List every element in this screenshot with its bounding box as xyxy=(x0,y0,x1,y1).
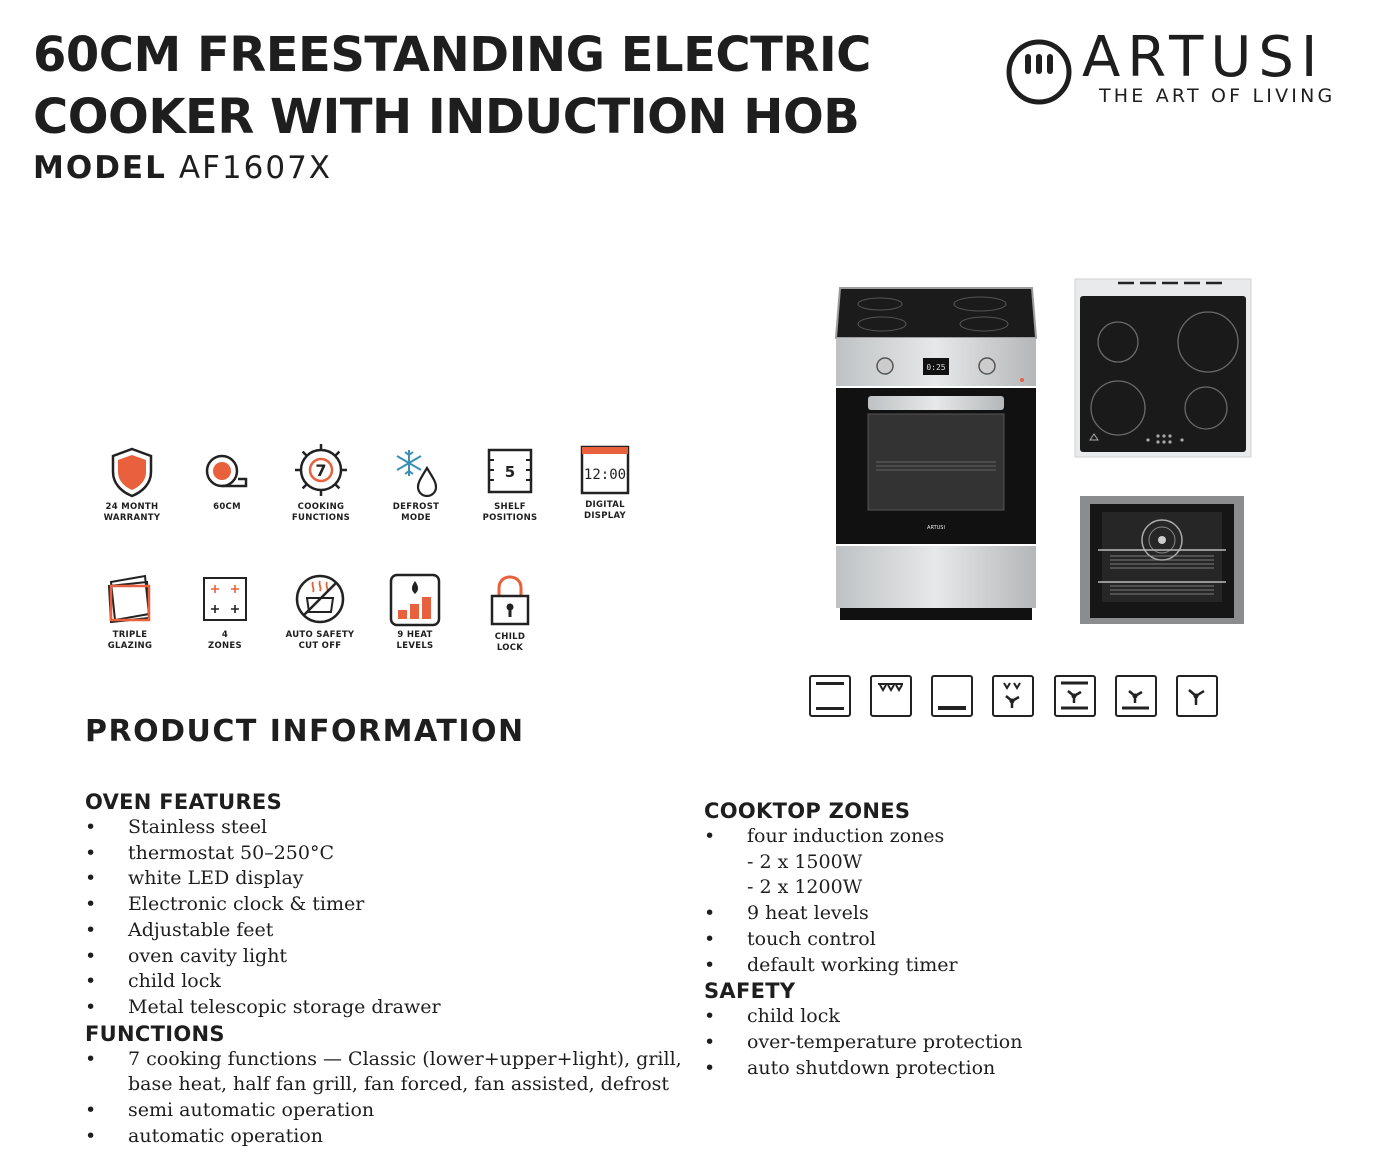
list-item: • default working timer xyxy=(704,953,1304,979)
model-number: AF1607X xyxy=(178,150,333,186)
list-item-continuation: base heat, half fan grill, fan forced, fan assisted, defrost xyxy=(128,1073,670,1096)
model-line xyxy=(33,148,332,188)
padlock-icon xyxy=(485,574,535,628)
feature-label: TRIPLE GLAZING xyxy=(107,630,153,651)
feature-zones xyxy=(180,574,270,651)
feature-label: CHILD LOCK xyxy=(494,632,526,653)
static-heat-icon xyxy=(809,675,851,717)
feature-child-lock xyxy=(465,574,555,653)
product-info-title: PRODUCT INFORMATION xyxy=(85,714,525,749)
right-info-column xyxy=(704,798,1304,1081)
feature-heat-levels xyxy=(370,572,460,651)
brand-name: ARTUSI xyxy=(1082,25,1325,90)
cooktop-zones-heading: COOKTOP ZONES xyxy=(704,799,911,823)
feature-width xyxy=(182,446,272,513)
feature-defrost xyxy=(371,446,461,523)
gear-seven-icon xyxy=(291,440,351,500)
list-item: • oven cavity light xyxy=(85,944,685,970)
title-line-1: 60CM FREESTANDING ELECTRIC xyxy=(33,27,871,83)
functions-list xyxy=(85,1047,685,1150)
list-item: • 7 cooking functions — Classic (lower+upper+light), grill, xyxy=(85,1047,685,1073)
page-title xyxy=(33,24,871,148)
list-item: • touch control xyxy=(704,927,1304,953)
feature-label: 4 ZONES xyxy=(208,630,242,651)
list-item: • thermostat 50–250°C xyxy=(85,841,685,867)
shelf-number: 5 xyxy=(504,463,516,481)
list-item: • over-temperature protection xyxy=(704,1030,1304,1056)
cooktop-zones-list xyxy=(704,824,1304,978)
fan-base-icon xyxy=(1115,675,1157,717)
feature-label: COOKING FUNCTIONS xyxy=(291,502,351,523)
pot-cutoff-icon xyxy=(293,572,347,626)
zones-icon xyxy=(200,574,250,626)
list-item: • white LED display xyxy=(85,866,685,892)
safety-heading: SAFETY xyxy=(704,979,796,1004)
fan-top-bottom-icon xyxy=(1054,675,1096,717)
feature-shelf-positions xyxy=(465,446,555,523)
feature-digital-display xyxy=(560,444,650,521)
oven-interior-image xyxy=(1080,496,1244,624)
list-item: • Metal telescopic storage drawer xyxy=(85,995,685,1021)
feature-label: AUTO SAFETY CUT OFF xyxy=(285,630,355,651)
feature-label: 60CM xyxy=(213,502,241,512)
list-item: • Stainless steel xyxy=(85,815,685,841)
list-item: • Adjustable feet xyxy=(85,918,685,944)
feature-label: DIGITAL DISPLAY xyxy=(583,500,626,521)
oven-features-heading: OVEN FEATURES xyxy=(85,790,283,814)
list-item: • child lock xyxy=(85,969,685,995)
cooker-display-time: 0:25 xyxy=(926,363,946,372)
base-heat-icon xyxy=(931,675,973,717)
gear-number: 7 xyxy=(315,461,327,480)
feature-label: DEFROST MODE xyxy=(392,502,440,523)
shelf-icon xyxy=(485,446,535,498)
list-sub-item: - 2 x 1200W xyxy=(747,876,863,899)
feature-label: SHELF POSITIONS xyxy=(482,502,538,523)
feature-cooking-functions xyxy=(276,440,366,523)
snowflake-drop-icon xyxy=(391,446,441,498)
list-item: • four induction zones xyxy=(704,824,1304,850)
list-item: • 9 heat levels xyxy=(704,901,1304,927)
safety-list xyxy=(704,1004,1304,1081)
list-item: • semi automatic operation xyxy=(85,1098,685,1124)
cooker-image xyxy=(832,284,1040,624)
feature-triple-glazing xyxy=(85,574,175,651)
tape-measure-icon xyxy=(202,446,252,498)
oven-features-list xyxy=(85,815,685,1021)
shield-icon xyxy=(107,446,157,498)
feature-label: 9 HEAT LEVELS xyxy=(396,630,434,651)
fan-forced-icon xyxy=(1176,675,1218,717)
list-item: • child lock xyxy=(704,1004,1304,1030)
list-sub-item: - 2 x 1500W xyxy=(747,850,863,873)
title-line-2: COOKER WITH INDUCTION HOB xyxy=(33,89,860,145)
cooker-door-brand: ARTUSI xyxy=(927,525,945,531)
top-grill-icon xyxy=(870,675,912,717)
list-item: • Electronic clock & timer xyxy=(85,892,685,918)
list-item: • automatic operation xyxy=(85,1124,685,1150)
feature-label: 24 MONTH WARRANTY xyxy=(103,502,161,523)
feature-auto-safety xyxy=(275,572,365,651)
list-item: • auto shutdown protection xyxy=(704,1056,1304,1082)
left-info-column xyxy=(85,789,685,1149)
heat-levels-icon xyxy=(388,572,442,628)
glazing-icon xyxy=(105,574,155,626)
brand-logo-icon xyxy=(1005,38,1073,106)
clock-time: 12:00 xyxy=(583,467,627,483)
feature-warranty xyxy=(87,446,177,523)
hob-image xyxy=(1074,278,1252,458)
digital-clock-icon xyxy=(579,444,631,498)
brand-tagline: THE ART OF LIVING xyxy=(1099,85,1336,107)
half-fan-grill-icon xyxy=(992,675,1034,717)
model-label: MODEL xyxy=(33,150,167,186)
functions-heading: FUNCTIONS xyxy=(85,1021,225,1046)
